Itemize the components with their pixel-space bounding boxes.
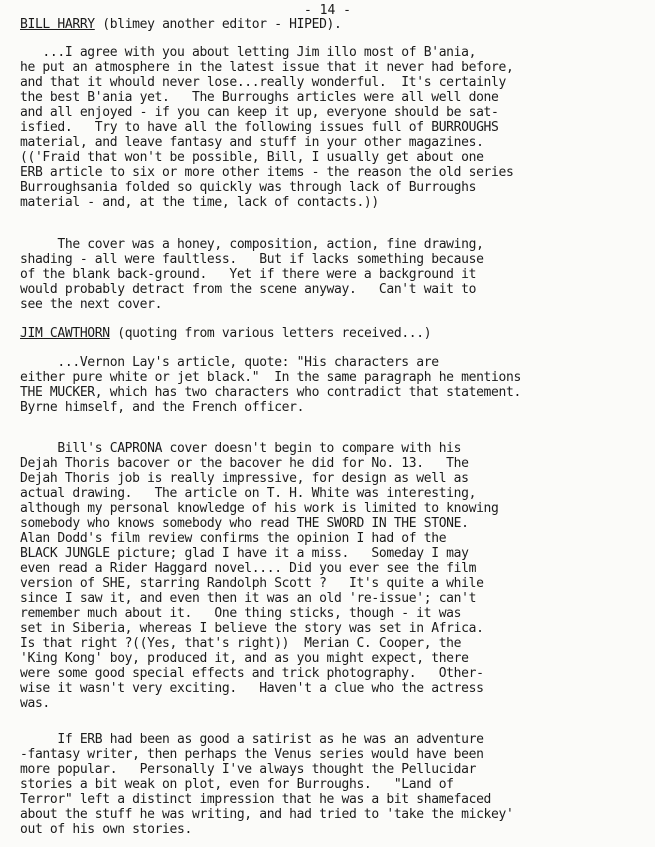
paragraph-line: Dejah Thoris job is really impressive, for design as well as <box>20 471 469 486</box>
paragraph-line: since I saw it, and even then it was an old 're-issue'; can't <box>20 591 477 606</box>
paragraph-line: and all enjoyed - if you can keep it up, everyone should be sat- <box>20 105 499 120</box>
paragraph-line: set in Siberia, whereas I believe the story was set in Africa. <box>20 621 484 636</box>
section-heading-bill-harry <box>20 17 342 32</box>
paragraph-line: The cover was a honey, composition, action, fine drawing, <box>20 237 484 252</box>
paragraph-line: stories a bit weak on plot, even for Burroughs. "Land of <box>20 777 454 792</box>
paragraph-line: would probably detract from the scene anyway. Can't wait to <box>20 282 477 297</box>
paragraph-line: Burroughsania folded so quickly was through lack of Burroughs <box>20 180 477 195</box>
paragraph-line: of the blank back-ground. Yet if there were a background it <box>20 267 477 282</box>
paragraph-line: either pure white or jet black." In the same paragraph he mentions <box>20 370 521 385</box>
paragraph-line: Alan Dodd's film review confirms the opinion I had of the <box>20 531 447 546</box>
paragraph-line: THE MUCKER, which has two characters who contradict that statement. <box>20 385 521 400</box>
paragraph-line: wise it wasn't very exciting. Haven't a clue who the actress <box>20 681 484 696</box>
paragraph-line: ERB article to six or more other items - the reason the old series <box>20 165 514 180</box>
paragraph-line: version of SHE, starring Randolph Scott ? It's quite a while <box>20 576 484 591</box>
paragraph-line: Bill's CAPRONA cover doesn't begin to compare with his <box>20 441 462 456</box>
paragraph-line: If ERB had been as good a satirist as he was an adventure <box>20 732 484 747</box>
paragraph-line: Terror" left a distinct impression that he was a bit shamefaced <box>20 792 492 807</box>
paragraph-line: were some good special effects and trick photography. Other- <box>20 666 484 681</box>
letter-writer-name: JIM CAWTHORN <box>20 326 110 341</box>
paragraph-line: more popular. Personally I've always thought the Pellucidar <box>20 762 477 777</box>
paragraph-line: somebody who knows somebody who read THE SWORD IN THE STONE. <box>20 516 469 531</box>
paragraph-line: material, and leave fantasy and stuff in your other magazines. <box>20 135 484 150</box>
paragraph-line: (('Fraid that won't be possible, Bill, I usually get about one <box>20 150 484 165</box>
section-heading-jim-cawthorn <box>20 326 431 341</box>
paragraph-line: although my personal knowledge of his work is limited to knowing <box>20 501 499 516</box>
paragraph-line: isfied. Try to have all the following issues full of BURROUGHS <box>20 120 499 135</box>
paragraph-line: was. <box>20 696 50 711</box>
paragraph-line: BLACK JUNGLE picture; glad I have it a miss. Someday I may <box>20 546 469 561</box>
paragraph-line: he put an atmosphere in the latest issue that it never had before, <box>20 60 514 75</box>
heading-note: (blimey another editor - HIPED). <box>94 17 342 32</box>
paragraph-line: Is that right ?((Yes, that's right)) Merian C. Cooper, the <box>20 636 462 651</box>
paragraph-line: remember much about it. One thing sticks, though - it was <box>20 606 462 621</box>
page-number: - 14 - <box>304 3 351 18</box>
letter-writer-name: BILL HARRY <box>20 17 95 32</box>
paragraph-line: out of his own stories. <box>20 822 192 837</box>
paragraph-line: actual drawing. The article on T. H. White was interesting, <box>20 486 477 501</box>
paragraph-line: the best B'ania yet. The Burroughs articles were all well done <box>20 90 499 105</box>
paragraph-line: material - and, at the time, lack of contacts.)) <box>20 195 379 210</box>
paragraph-line: and that it whould never lose...really wonderful. It's certainly <box>20 75 506 90</box>
paragraph-line: ...I agree with you about letting Jim illo most of B'ania, <box>20 45 477 60</box>
paragraph-line: ...Vernon Lay's article, quote: "His characters are <box>20 355 439 370</box>
paragraph-line: Dejah Thoris bacover or the bacover he did for No. 13. The <box>20 456 469 471</box>
paragraph-line: shading - all were faultless. But if lacks something because <box>20 252 484 267</box>
paragraph-line: see the next cover. <box>20 297 163 312</box>
paragraph-line: about the stuff he was writing, and had tried to 'take the mickey' <box>20 807 514 822</box>
paragraph-line: even read a Rider Haggard novel.... Did you ever see the film <box>20 561 477 576</box>
paragraph-line: 'King Kong' boy, produced it, and as you might expect, there <box>20 651 469 666</box>
paragraph-line: -fantasy writer, then perhaps the Venus series would have been <box>20 747 484 762</box>
paragraph-line: Byrne himself, and the French officer. <box>20 400 305 415</box>
heading-note: (quoting from various letters received...) <box>109 326 432 341</box>
